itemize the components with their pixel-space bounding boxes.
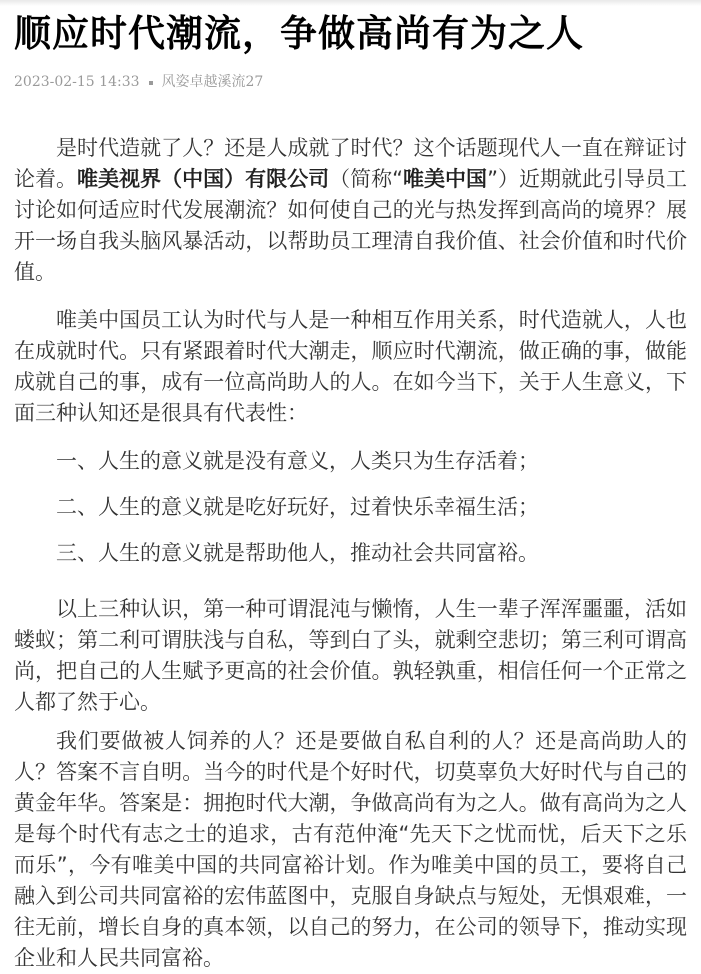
article <box>0 10 701 974</box>
post-date: 2023-02-15 14:33 <box>14 74 140 91</box>
dot-separator-icon <box>149 81 153 85</box>
list-item-1: 一、人生的意义就是没有意义，人类只为生存活着； <box>56 449 539 474</box>
intro-text-1: 是时代造就了人？还是人成就了时代？这个话题现代人一直在辩证讨论着。 <box>14 136 687 192</box>
paragraph-4: 以上三种认识，第一种可谓混沌与懒惰，人生一辈子浑浑噩噩，活如蝼蚁；第二利可谓肤浅与自私，等到白了头，就剩空悲切；第三利可谓高尚，把自己的人生赋予更高的社会价值。孰轻孰重，相信任何一个正常之人都了然于心。 <box>14 597 687 715</box>
list-item-3: 三、人生的意义就是帮助他人，推动社会共同富裕。 <box>56 541 539 566</box>
post-author: 风姿卓越溪流27 <box>161 74 264 91</box>
list-item-2: 二、人生的意义就是吃好玩好，过着快乐幸福生活； <box>56 495 539 520</box>
intro-text-2: （简称“ <box>329 167 404 192</box>
article-meta <box>14 73 687 92</box>
paragraph-5: 我们要做被人饲养的人？还是要做自私自利的人？还是高尚助人的人？答案不言自明。当今的时代是个好时代，切莫辜负大好时代与自己的黄金年华。答案是：拥抱时代大潮，争做高尚有为之人。做有高尚为之人是每个时代有志之士的追求，古有范仲淹“先天下之忧而忧，后天下之乐而乐”，今有唯美中国的共同富裕计划。作为唯美中国的员工，要将自己融入到公司共同富裕的宏伟蓝图中，克服自身缺点与短处，无惧艰难，一往无前，增长自身的真本领，以自己的努力，在公司的领导下，推动实现企业和人民共同富裕。 <box>14 729 687 971</box>
article-body <box>14 133 687 974</box>
intro-text-3: ”）近期就此引导员工讨论如何适应时代发展潮流？如何使自己的光与热发挥到高尚的境界？展开一场自我头脑风暴活动，以帮助员工理清自我价值、社会价值和时代价值。 <box>14 167 688 285</box>
page-top-divider <box>0 0 701 6</box>
company-name-bold: 唯美视界（中国）有限公司 <box>77 167 330 192</box>
company-shortname-bold: 唯美中国 <box>403 167 488 192</box>
paragraph-2: 唯美中国员工认为时代与人是一种相互作用关系，时代造就人，人也在成就时代。只有紧跟着时代大潮走，顺应时代潮流，做正确的事，做能成就自己的事，成有一位高尚助人的人。在如今当下，关于人生意义，下面三种认知还是很具有代表性： <box>14 308 687 426</box>
page-title: 顺应时代潮流，争做高尚有为之人 <box>14 11 584 55</box>
paragraph-intro <box>14 133 687 288</box>
